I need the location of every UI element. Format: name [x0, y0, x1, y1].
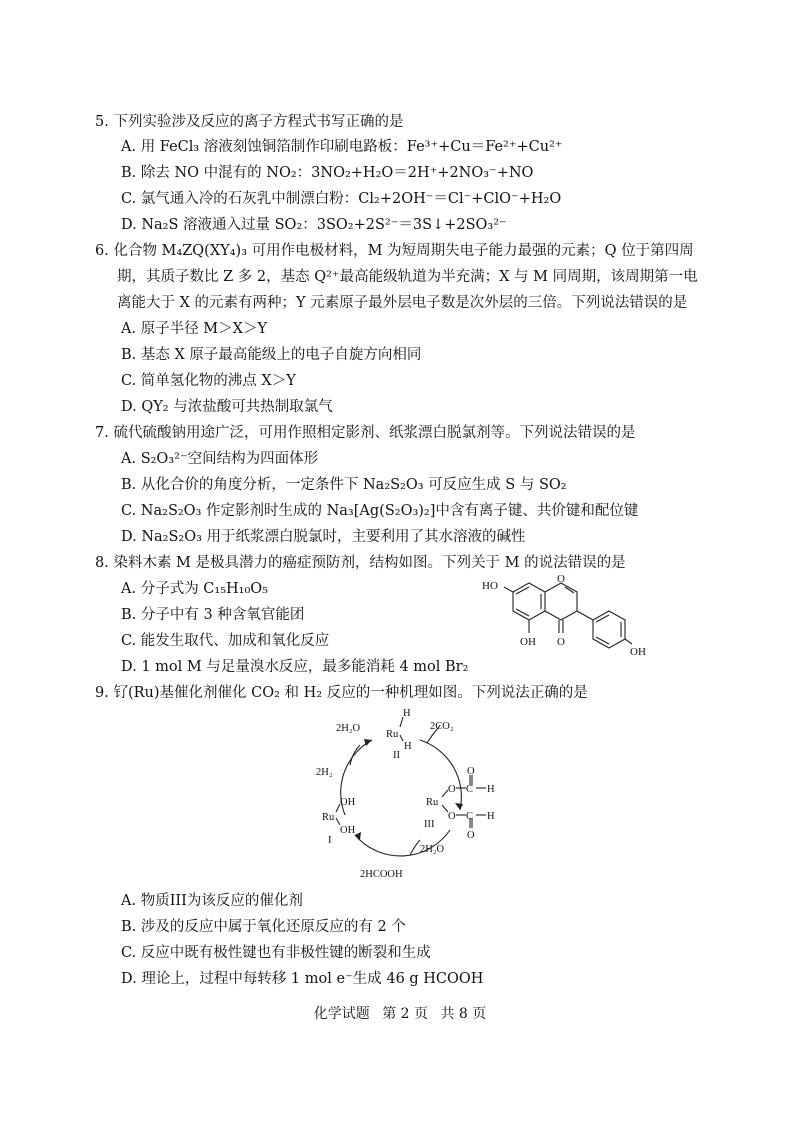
ru-iii-h-2: H: [487, 811, 495, 822]
ru-iii-c-2: C: [466, 811, 474, 822]
q7-option-d: D. Na₂S₂O₃ 用于纸浆漂白脱氯时，主要利用了其水溶液的碱性: [121, 529, 526, 545]
genistein-structure: [480, 575, 650, 670]
ru-iii-label: III: [424, 819, 435, 830]
ru-i-oh-top: OH: [340, 797, 356, 808]
q7-option-b: B. 从化合价的角度分析，一定条件下 Na₂S₂O₃ 可反应生成 S 与 SO₂: [121, 477, 567, 493]
q7-option-a: A. S₂O₃²⁻空间结构为四面体形: [121, 451, 319, 467]
structure-label-ring-o: O: [557, 575, 565, 585]
label-h2o-out: 2H₂O: [336, 723, 361, 734]
q7-option-c: C. Na₂S₂O₃ 作定影剂时生成的 Na₃[Ag(S₂O₃)₂]中含有离子键、共价键和配位键: [121, 503, 639, 519]
q8-option-b: B. 分子中有 3 种含氧官能团: [121, 607, 305, 623]
q8-option-c: C. 能发生取代、加成和氧化反应: [121, 633, 330, 649]
ru-iii-o-dbl-1: O: [467, 766, 475, 777]
ru-iii-c-1: C: [466, 784, 474, 795]
structure-label-oh-ring-a: OH: [520, 636, 536, 648]
q6-option-a: A. 原子半径 M＞X＞Y: [121, 321, 268, 337]
q8-option-d: D. 1 mol M 与足量溴水反应，最多能消耗 4 mol Br₂: [121, 659, 469, 675]
structure-label-ho: HO: [482, 580, 498, 592]
label-h2o-in: 2H₂O: [420, 844, 445, 855]
ru-ii-h-top: H: [403, 708, 411, 719]
ru-i-label: I: [328, 835, 332, 846]
footer-page: 第 2 页: [382, 1006, 428, 1022]
ru-iii-o-2: O: [448, 811, 456, 822]
label-co2-in: 2CO₂: [430, 721, 454, 732]
page-footer: [0, 1003, 800, 1023]
q6-option-c: C. 简单氢化物的沸点 X＞Y: [121, 373, 296, 389]
q7-stem: 7. 硫代硫酸钠用途广泛，可用作照相定影剂、纸浆漂白脱氯剂等。下列说法错误的是: [95, 425, 636, 441]
label-h2-in: 2H₂: [316, 767, 333, 778]
mechanism-cycle: [300, 705, 510, 885]
structure-label-oh-ring-b: OH: [630, 646, 646, 658]
q6-stem-line-2: 期，其质子数比 Z 多 2，基态 Q²⁺最高能级轨道为半充满；X 与 M 同周期，该周期第一电: [117, 269, 698, 285]
q6-stem-line-3: 离能大于 X 的元素有两种；Y 元素原子最外层电子数是次外层的三倍。下列说法错误的是: [117, 295, 688, 311]
q9-stem: 9. 钌(Ru)基催化剂催化 CO₂ 和 H₂ 反应的一种机理如图。下列说法正确的是: [95, 685, 588, 701]
ru-complex-i: Ru: [322, 812, 335, 823]
ru-i-oh-bottom: OH: [340, 825, 356, 836]
q5-option-b: B. 除去 NO 中混有的 NO₂：3NO₂+H₂O＝2H⁺+2NO₃⁻+NO: [121, 165, 534, 181]
q6-stem-line-1: 6. 化合物 M₄ZQ(XY₄)₃ 可用作电极材料，M 为短周期失电子能力最强的元素；Q 位于第四周: [95, 243, 694, 259]
footer-total: 共 8 页: [440, 1006, 487, 1022]
ru-ii-h-bottom: H: [404, 741, 412, 752]
q6-option-b: B. 基态 X 原子最高能级上的电子自旋方向相同: [121, 347, 422, 363]
q9-option-c: C. 反应中既有极性键也有非极性键的断裂和生成: [121, 945, 431, 961]
ru-complex-iii: Ru: [426, 797, 439, 808]
ru-iii-o-dbl-2: O: [467, 830, 475, 841]
q9-option-d: D. 理论上，过程中每转移 1 mol e⁻生成 46 g HCOOH: [121, 971, 484, 987]
q5-option-a: A. 用 FeCl₃ 溶液刻蚀铜箔制作印刷电路板：Fe³⁺+Cu＝Fe²⁺+Cu²⁺: [121, 139, 563, 155]
q5-option-c: C. 氯气通入冷的石灰乳中制漂白粉：Cl₂+2OH⁻＝Cl⁻+ClO⁻+H₂O: [121, 191, 562, 207]
q5-stem: 5. 下列实验涉及反应的离子方程式书写正确的是: [95, 114, 404, 130]
structure-label-carbonyl-o: O: [557, 636, 565, 648]
ru-iii-o-1: O: [448, 784, 456, 795]
footer-subject: 化学试题: [313, 1006, 370, 1022]
label-hcooh-out: 2HCOOH: [360, 869, 403, 880]
ru-ii-label: II: [393, 750, 400, 761]
ru-iii-h-1: H: [487, 784, 495, 795]
q6-option-d: D. QY₂ 与浓盐酸可共热制取氯气: [121, 399, 333, 415]
ru-complex-ii: Ru: [386, 729, 399, 740]
q8-option-a: A. 分子式为 C₁₅H₁₀O₅: [121, 581, 268, 597]
q9-option-b: B. 涉及的反应中属于氧化还原反应的有 2 个: [121, 919, 406, 935]
q5-option-d: D. Na₂S 溶液通入过量 SO₂：3SO₂+2S²⁻＝3S↓+2SO₃²⁻: [121, 217, 507, 233]
q8-stem: 8. 染料木素 M 是极具潜力的癌症预防剂，结构如图。下列关于 M 的说法错误的是: [95, 555, 626, 571]
q9-option-a: A. 物质III为该反应的催化剂: [121, 893, 303, 909]
